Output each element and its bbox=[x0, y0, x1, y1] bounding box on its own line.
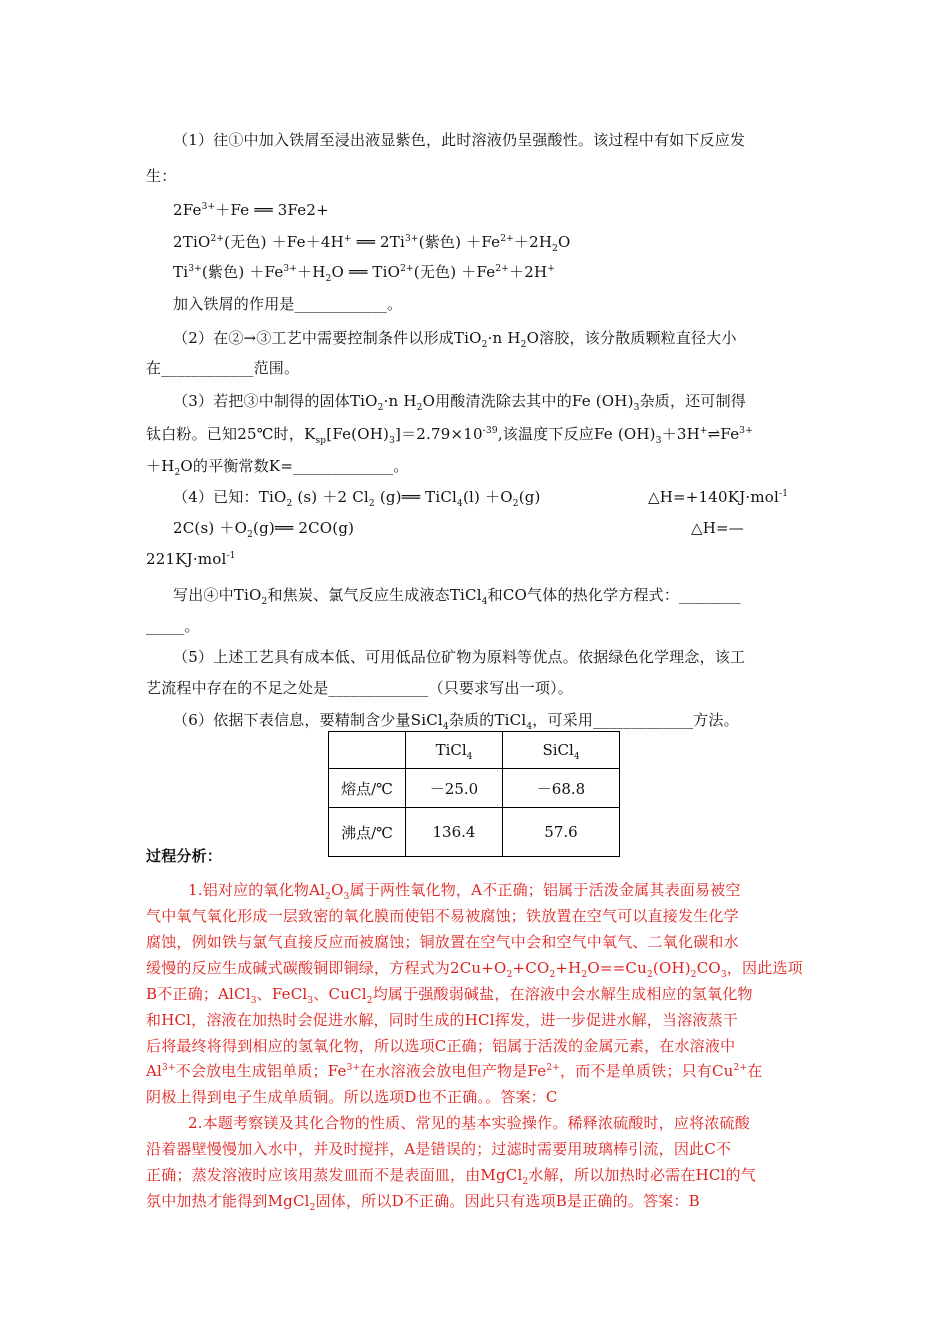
analysis-p1-line: 和HCl，溶液在加热时会促进水解，同时生成的HCl挥发，进一步促进水解，当溶液蒸干 bbox=[146, 1011, 738, 1029]
q4-line-2: $2C(s) +O_2(g)══$ 2CO(g) bbox=[173, 519, 355, 540]
table-header-row bbox=[329, 732, 620, 769]
table-header-cell bbox=[329, 732, 406, 769]
q1-question: 加入铁屑的作用是____________。 bbox=[173, 295, 403, 313]
analysis-p2-line: 正确；蒸发溶液时应该用蒸发皿而不是表面皿，由MgCl$_2$水解，所以加热时必需在HCl的气 bbox=[146, 1166, 756, 1187]
table-cell: 沸点/℃ bbox=[329, 808, 406, 857]
q2-line-2: 在____________范围。 bbox=[146, 359, 300, 377]
q1-intro-line-2: 生： bbox=[146, 167, 177, 185]
analysis-p1-line: 气中氧气氧化形成一层致密的氧化膜而使铝不易被腐蚀；铁放置在空气可以直接发生化学 bbox=[146, 907, 739, 925]
q3-line-3: $+H_2O$的平衡常数K=_____________。 bbox=[146, 457, 409, 478]
q4-line-4: 写出④中TiO$_2$和焦炭、氯气反应生成液态TiCl$_4$和CO气体的热化学方程式：________ bbox=[173, 586, 741, 607]
analysis-heading: 过程分析： bbox=[146, 847, 223, 865]
table-cell: －68.8 bbox=[503, 769, 620, 808]
analysis-p1-line: 缓慢的反应生成碱式碳酸铜即铜绿，方程式为$2Cu+O_2+CO_2+H_2O==Cu_2(OH)_2CO_3$，因此选项 bbox=[146, 959, 803, 980]
ticl4-label: TiCl$_4$ bbox=[435, 741, 473, 762]
table-row bbox=[329, 769, 620, 808]
analysis-p1-line: 腐蚀，例如铁与氯气直接反应而被腐蚀；铜放置在空气中会和空气中氧气、二氧化碳和水 bbox=[146, 933, 739, 951]
q3-line-2: 钛白粉。已知25℃时，$K_{sp}[Fe(OH)_3]=2.79\times 10^{-39}$,该温度下反应Fe $(OH)_3+3H^+\rightleftharpoons Fe^{3+}$ bbox=[146, 425, 753, 446]
analysis-p2-line: 沿着器壁慢慢加入水中，并及时搅拌，A是错误的；过滤时需要用玻璃棒引流，因此C不 bbox=[146, 1140, 732, 1158]
analysis-p1-line: 阴极上得到电子生成单质铜。所以选项D也不正确。。答案：C bbox=[146, 1088, 558, 1106]
q1-intro-line-1: （1）往①中加入铁屑至浸出液显紫色，此时溶液仍呈强酸性。该过程中有如下反应发 bbox=[173, 131, 746, 149]
q4-line-5: _____。 bbox=[146, 617, 200, 635]
q6-line-1: （6）依据下表信息，要精制含少量SiCl$_4$杂质的TiCl$_4$，可采用_____________方法。 bbox=[173, 711, 739, 732]
q4-enthalpy-2: △H=— bbox=[691, 519, 744, 537]
analysis-p2-line: 氛中加热才能得到MgCl$_2$固体，所以D不正确。因此只有选项B是正确的。答案：B bbox=[146, 1192, 700, 1213]
properties-table bbox=[328, 731, 620, 857]
q5-line-1: （5）上述工艺具有成本低、可用低品位矿物为原料等优点。依据绿色化学理念，该工 bbox=[173, 648, 746, 666]
table-row bbox=[329, 808, 620, 857]
table-header-cell bbox=[406, 732, 503, 769]
sicl4-label: SiCl$_4$ bbox=[542, 741, 580, 762]
q1-equation-1: $2Fe^{3+}+Fe$ ══ 3Fe2+ bbox=[173, 201, 329, 219]
table-cell: 57.6 bbox=[503, 808, 620, 857]
table-cell: －25.0 bbox=[406, 769, 503, 808]
q4-line-1: （4）已知：TiO$_2$ (s) ＋2 $Cl_2$ (g)══ TiCl$_4$(l) $+O_2(g)$ bbox=[173, 488, 541, 509]
table-cell: 136.4 bbox=[406, 808, 503, 857]
q1-equation-3: $Ti^{3+}$(紫色) $+Fe^{3+}+H_2O$ ══ TiO$^{2+}$(无色) $+Fe^{2+}+2H^+$ bbox=[173, 263, 555, 284]
analysis-p2-line: 2.本题考察镁及其化合物的性质、常见的基本实验操作。稀释浓硫酸时，应将浓硫酸 bbox=[188, 1114, 750, 1132]
q4-enthalpy-1: △H=+140KJ·mol$^{-1}$ bbox=[648, 488, 789, 506]
analysis-p1-line: 1.铝对应的氧化物$Al_2O_3$属于两性氧化物，A不正确；铝属于活泼金属其表面易被空 bbox=[188, 881, 741, 902]
q5-line-2: 艺流程中存在的不足之处是_____________（只要求写出一项）。 bbox=[146, 679, 574, 697]
analysis-p1-line: B不正确；AlCl$_3$、FeCl$_3$、CuCl$_2$均属于强酸弱碱盐，在溶液中会水解生成相应的氢氧化物 bbox=[146, 985, 753, 1006]
q3-line-1: （3）若把③中制得的固体TiO$_2$·n $H_2O$用酸清洗除去其中的Fe $(OH)_3$杂质，还可制得 bbox=[173, 392, 746, 413]
q1-equation-2: 2TiO$^{2+}$(无色) ＋Fe＋4H+ ══ $2Ti^{3+}$(紫色) $+Fe^{2+}+2H_2O$ bbox=[173, 233, 571, 254]
table-header-cell bbox=[503, 732, 620, 769]
analysis-p1-line: $Al^{3+}$不会放电生成铝单质；$Fe^{3+}$在水溶液会放电但产物是$Fe^{2+}$，而不是单质铁；只有$Cu^{2+}$在 bbox=[146, 1062, 763, 1080]
q4-line-3: 221KJ·mol$^{-1}$ bbox=[146, 550, 236, 568]
q2-line-1: （2）在②→③工艺中需要控制条件以形成TiO$_2$·n $H_2O$溶胶，该分散质颗粒直径大小 bbox=[173, 329, 737, 350]
table-cell: 熔点/℃ bbox=[329, 769, 406, 808]
analysis-p1-line: 后将最终将得到相应的氢氧化物，所以选项C正确；铝属于活泼的金属元素，在水溶液中 bbox=[146, 1037, 736, 1055]
